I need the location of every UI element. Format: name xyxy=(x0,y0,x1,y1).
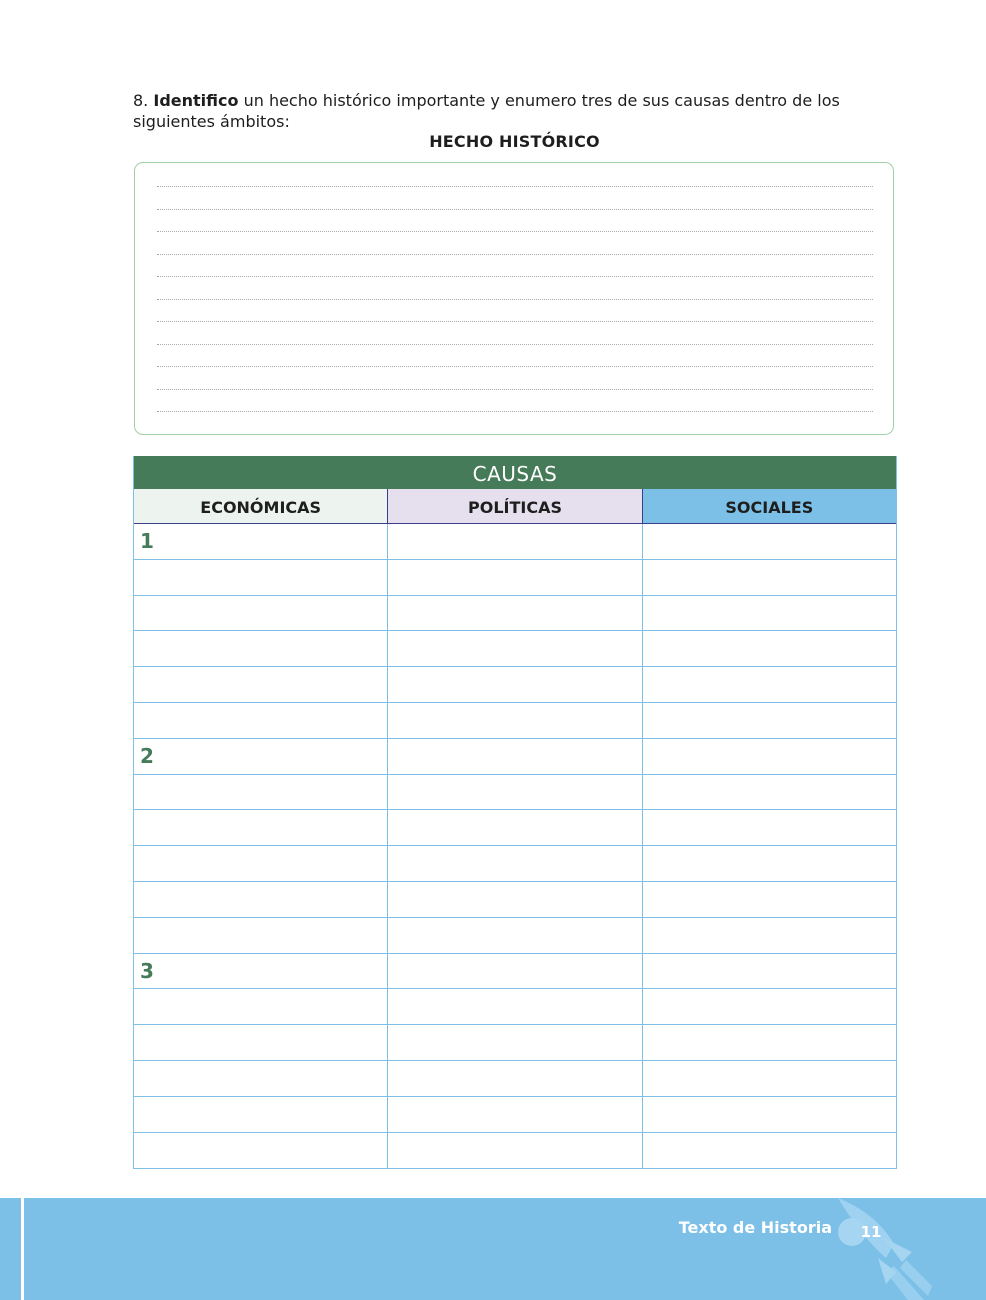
instruction-number: 8. xyxy=(133,91,149,110)
answer-cell-sociales[interactable] xyxy=(643,739,896,774)
writing-line xyxy=(157,321,873,322)
table-row xyxy=(134,918,896,954)
answer-cell-sociales[interactable] xyxy=(643,918,896,953)
answer-cell-economicas[interactable] xyxy=(134,1097,388,1132)
footer-stripe xyxy=(21,1198,24,1300)
answer-cell-sociales[interactable] xyxy=(643,846,896,881)
answer-cell-economicas[interactable] xyxy=(134,524,388,559)
answer-cell-sociales[interactable] xyxy=(643,1097,896,1132)
answer-cell-economicas[interactable] xyxy=(134,596,388,631)
instruction-text xyxy=(133,90,903,132)
table-row xyxy=(134,596,896,632)
cause-number: 3 xyxy=(140,958,154,983)
table-row xyxy=(134,1133,896,1169)
table-row xyxy=(134,524,896,560)
table-row xyxy=(134,560,896,596)
answer-cell-politicas[interactable] xyxy=(388,1025,642,1060)
answer-cell-sociales[interactable] xyxy=(643,989,896,1024)
page-footer xyxy=(0,1198,986,1300)
answer-cell-sociales[interactable] xyxy=(643,596,896,631)
answer-cell-economicas[interactable] xyxy=(134,775,388,810)
answer-cell-economicas[interactable] xyxy=(134,631,388,666)
writing-line xyxy=(157,276,873,277)
answer-cell-politicas[interactable] xyxy=(388,882,642,917)
column-header-politicas: POLÍTICAS xyxy=(388,489,642,523)
answer-cell-politicas[interactable] xyxy=(388,810,642,845)
instruction-verb: Identifico xyxy=(153,91,239,110)
table-row xyxy=(134,631,896,667)
table-row xyxy=(134,667,896,703)
answer-cell-economicas[interactable] xyxy=(134,882,388,917)
column-headers xyxy=(134,489,896,524)
answer-cell-economicas[interactable] xyxy=(134,989,388,1024)
writing-line xyxy=(157,299,873,300)
hecho-historico-writing-box[interactable] xyxy=(134,162,894,435)
answer-cell-economicas[interactable] xyxy=(134,1025,388,1060)
answer-cell-sociales[interactable] xyxy=(643,667,896,702)
answer-cell-economicas[interactable] xyxy=(134,667,388,702)
page-number: 11 xyxy=(860,1223,882,1241)
answer-cell-politicas[interactable] xyxy=(388,775,642,810)
answer-cell-politicas[interactable] xyxy=(388,918,642,953)
answer-cell-politicas[interactable] xyxy=(388,846,642,881)
writing-line xyxy=(157,186,873,187)
instruction-body: un hecho histórico importante y enumero tres de sus causas dentro de los siguientes ámbitos: xyxy=(133,91,840,131)
cause-number: 1 xyxy=(140,529,154,553)
answer-cell-sociales[interactable] xyxy=(643,775,896,810)
answer-cell-politicas[interactable] xyxy=(388,703,642,738)
answer-cell-sociales[interactable] xyxy=(643,703,896,738)
answer-cell-sociales[interactable] xyxy=(643,1133,896,1169)
cause-number: 2 xyxy=(140,743,154,768)
writing-line xyxy=(157,389,873,390)
table-row xyxy=(134,703,896,739)
table-row xyxy=(134,846,896,882)
column-header-sociales: SOCIALES xyxy=(643,489,896,523)
answer-cell-economicas[interactable] xyxy=(134,703,388,738)
writing-line xyxy=(157,344,873,345)
table-row xyxy=(134,882,896,918)
answer-cell-sociales[interactable] xyxy=(643,1025,896,1060)
table-row xyxy=(134,739,896,775)
answer-cell-sociales[interactable] xyxy=(643,1061,896,1096)
answer-cell-economicas[interactable] xyxy=(134,1061,388,1096)
answer-cell-economicas[interactable] xyxy=(134,810,388,845)
answer-cell-economicas[interactable] xyxy=(134,846,388,881)
table-row xyxy=(134,1061,896,1097)
answer-cell-sociales[interactable] xyxy=(643,954,896,989)
writing-line xyxy=(157,209,873,210)
rocket-icon xyxy=(828,1198,938,1300)
answer-cell-economicas[interactable] xyxy=(134,1133,388,1169)
answer-cell-politicas[interactable] xyxy=(388,560,642,595)
answer-cell-economicas[interactable] xyxy=(134,560,388,595)
answer-cell-sociales[interactable] xyxy=(643,631,896,666)
writing-line xyxy=(157,366,873,367)
table-row xyxy=(134,810,896,846)
table-row xyxy=(134,954,896,990)
answer-cell-politicas[interactable] xyxy=(388,631,642,666)
answer-cell-politicas[interactable] xyxy=(388,739,642,774)
writing-line xyxy=(157,411,873,412)
answer-cell-politicas[interactable] xyxy=(388,524,642,559)
answer-cell-politicas[interactable] xyxy=(388,667,642,702)
answer-cell-economicas[interactable] xyxy=(134,739,388,774)
writing-line xyxy=(157,231,873,232)
footer-book-title: Texto de Historia xyxy=(678,1218,832,1237)
answer-cell-politicas[interactable] xyxy=(388,596,642,631)
causas-header: CAUSAS xyxy=(134,456,896,489)
writing-line xyxy=(157,254,873,255)
answer-cell-sociales[interactable] xyxy=(643,560,896,595)
answer-cell-sociales[interactable] xyxy=(643,882,896,917)
answer-cell-politicas[interactable] xyxy=(388,989,642,1024)
answer-cell-politicas[interactable] xyxy=(388,954,642,989)
table-row xyxy=(134,775,896,811)
answer-cell-economicas[interactable] xyxy=(134,918,388,953)
answer-cell-economicas[interactable] xyxy=(134,954,388,989)
table-row xyxy=(134,989,896,1025)
table-body xyxy=(134,524,896,1168)
causas-table xyxy=(133,456,897,1169)
answer-cell-sociales[interactable] xyxy=(643,524,896,559)
answer-cell-politicas[interactable] xyxy=(388,1097,642,1132)
table-row xyxy=(134,1025,896,1061)
hecho-historico-title: HECHO HISTÓRICO xyxy=(429,132,600,151)
answer-cell-sociales[interactable] xyxy=(643,810,896,845)
column-header-economicas: ECONÓMICAS xyxy=(134,489,388,523)
answer-cell-politicas[interactable] xyxy=(388,1061,642,1096)
answer-cell-politicas[interactable] xyxy=(388,1133,642,1169)
table-row xyxy=(134,1097,896,1133)
